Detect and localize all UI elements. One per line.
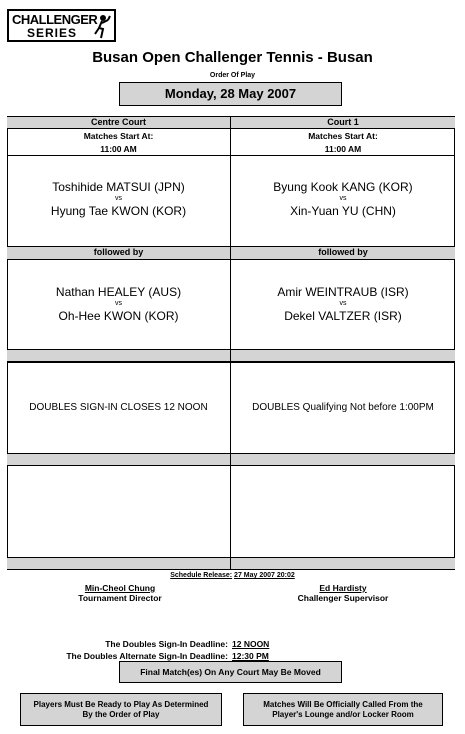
deadline-labels xyxy=(10,638,228,662)
vs-label: vs xyxy=(115,300,122,307)
start-label-court1: Matches Start At: xyxy=(308,131,378,141)
official-supervisor xyxy=(243,583,443,603)
final-match-notice xyxy=(119,661,342,683)
player-name: Nathan HEALEY (AUS) xyxy=(55,285,182,299)
note-court1: DOUBLES Qualifying Not before 1:00PM xyxy=(252,402,434,413)
followed-by-court1: followed by xyxy=(318,247,368,257)
called-from-notice xyxy=(243,693,443,726)
vs-label: vs xyxy=(339,195,347,202)
players-ready-notice xyxy=(20,693,222,726)
player-name: Dekel VALTZER (ISR) xyxy=(284,309,402,323)
release-label: Schedule Release: xyxy=(170,572,233,579)
player-name: Byung Kook KANG (KOR) xyxy=(273,180,413,194)
date-banner: Monday, 28 May 2007 xyxy=(119,82,342,106)
notice-text: Players Must Be Ready to Play As Determined By the Order of Play xyxy=(33,699,209,719)
start-label-centre: Matches Start At: xyxy=(83,131,154,141)
deadline-value: 12 NOON xyxy=(232,639,270,649)
match-court1-2 xyxy=(231,285,455,323)
player-name: Amir WEINTRAUB (ISR) xyxy=(277,285,409,299)
official-role: Tournament Director xyxy=(78,593,162,603)
notice-text: Matches Will Be Officially Called From the Player's Lounge and/or Locker Room xyxy=(263,699,423,719)
deadline-values xyxy=(232,638,352,662)
player-name: Oh-Hee KWON (KOR) xyxy=(58,309,179,323)
start-time-court1: 11:00 AM xyxy=(324,144,362,154)
logo-line1: CHALLENGER xyxy=(12,12,98,27)
column-divider xyxy=(230,116,231,570)
player-name: Xin-Yuan YU (CHN) xyxy=(290,204,396,218)
player-name: Hyung Tae KWON (KOR) xyxy=(50,204,187,218)
official-role: Challenger Supervisor xyxy=(297,593,389,603)
player-name: Toshihide MATSUI (JPN) xyxy=(52,180,185,194)
release-value: 27 May 2007 20:02 xyxy=(234,572,295,579)
match-court1-1 xyxy=(231,180,455,218)
notice-text: Final Match(es) On Any Court May Be Moved xyxy=(140,667,321,677)
page-subtitle: Order Of Play xyxy=(209,72,256,79)
deadline-label: The Doubles Alternate Sign-In Deadline: xyxy=(66,651,228,661)
challenger-series-logo xyxy=(7,9,116,42)
tennis-player-icon xyxy=(91,14,111,40)
vs-label: vs xyxy=(339,300,347,307)
court-name-centre: Centre Court xyxy=(90,117,146,127)
page-title: Busan Open Challenger Tennis - Busan xyxy=(92,49,373,66)
note-centre: DOUBLES SIGN-IN CLOSES 12 NOON xyxy=(29,402,208,413)
logo-line2: SERIES xyxy=(27,26,78,40)
separator-band xyxy=(7,557,455,570)
deadline-value: 12:30 PM xyxy=(232,651,269,661)
court-name-court1: Court 1 xyxy=(327,117,359,127)
deadline-label: The Doubles Sign-In Deadline: xyxy=(105,639,228,649)
separator-band xyxy=(7,349,455,363)
match-centre-2 xyxy=(7,285,230,323)
separator-band xyxy=(7,453,455,466)
vs-label: vs xyxy=(115,195,122,202)
followed-by-centre: followed by xyxy=(93,247,144,257)
official-name: Ed Hardisty xyxy=(319,583,367,593)
official-director xyxy=(20,583,220,603)
start-time-centre: 11:00 AM xyxy=(100,144,137,154)
official-name: Min-Cheol Chung xyxy=(84,583,156,593)
row-divider xyxy=(7,155,455,156)
schedule-release xyxy=(0,572,465,579)
match-centre-1 xyxy=(7,180,230,218)
